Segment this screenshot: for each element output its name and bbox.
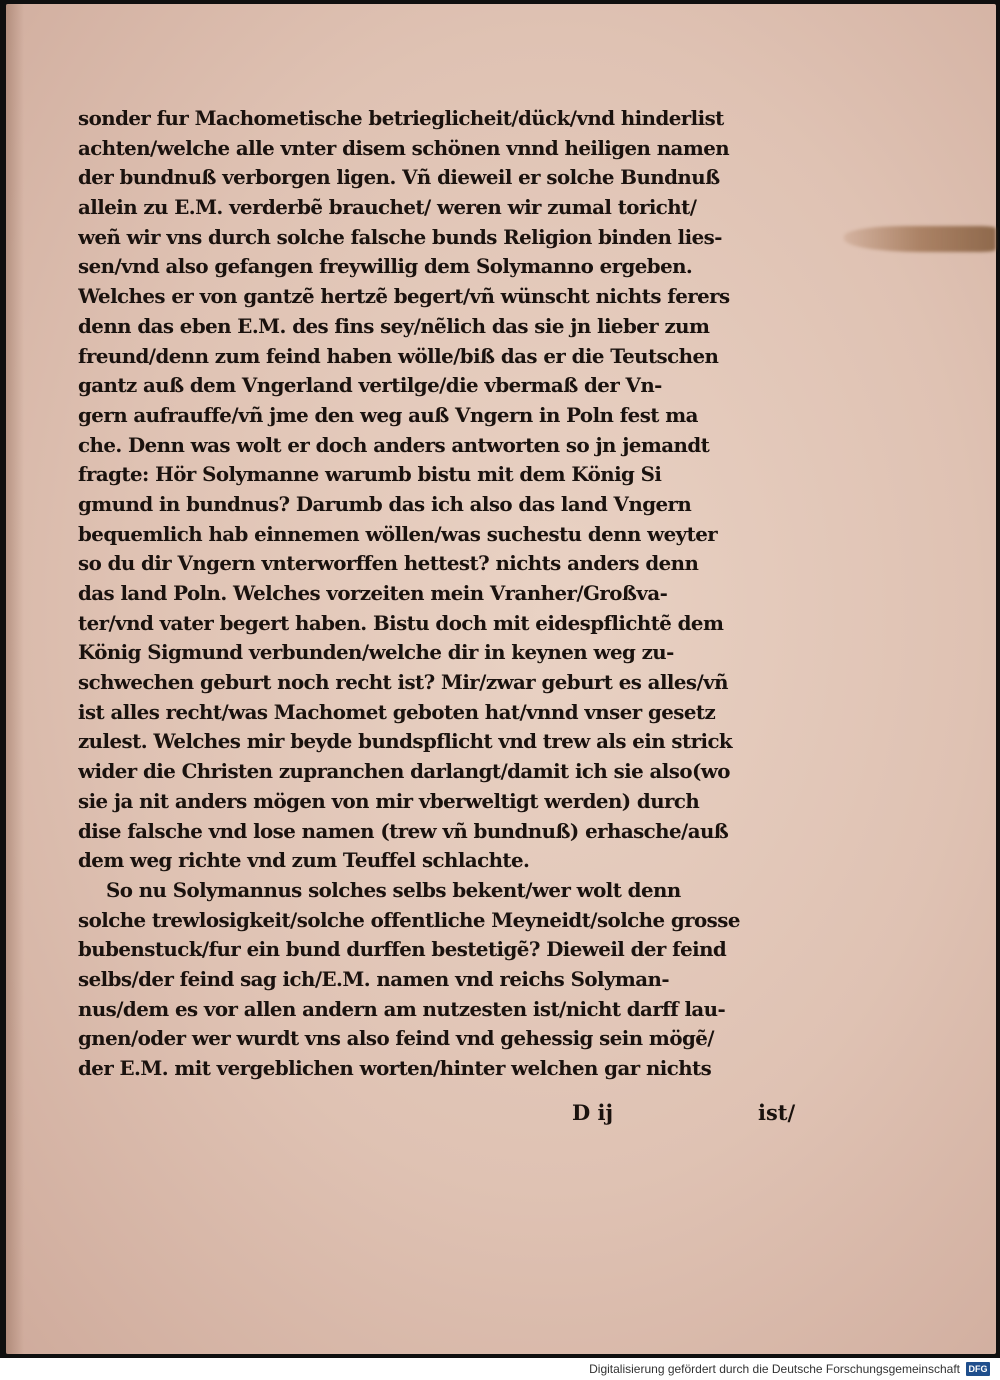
text-line: sen/vnd also gefangen freywillig dem Solymanno ergeben. (78, 254, 693, 279)
text-line: nus/dem es vor allen andern am nutzesten ist/nicht darff lau- (78, 996, 726, 1021)
dfg-logo: DFG (966, 1362, 990, 1376)
text-line: sie ja nit anders mögen von mir vberweltigt werden) durch (78, 788, 700, 813)
text-line: denn das eben E.M. des fins sey/nẽlich das sie jn lieber zum (78, 313, 710, 338)
text-line: Welches er von gantzẽ hertzẽ begert/vñ wünscht nichts ferers (78, 284, 730, 309)
text-line: ist alles recht/was Machomet geboten hat/vnnd vnser gesetz (78, 699, 716, 724)
catchword: ist/ (758, 1100, 796, 1125)
text-line: so du dir Vngern vnterworffen hettest? nichts anders denn (78, 551, 699, 576)
text-line: gmund in bundnus? Darumb das ich also das land Vngern (78, 491, 692, 516)
credit-text: Digitalisierung gefördert durch die Deutsche Forschungsgemeinschaft (589, 1362, 960, 1376)
text-line: das land Poln. Welches vorzeiten mein Vranher/Großva- (78, 581, 668, 605)
text-line: gnen/oder wer wurdt vns also feind vnd gehessig sein mögẽ/ (78, 1026, 714, 1051)
text-line: ter/vnd vater begert haben. Bistu doch mit eidespflichtẽ dem (78, 610, 724, 635)
text-line: wider die Christen zupranchen darlangt/damit ich sie also(wo (78, 759, 730, 784)
text-line: dise falsche vnd lose namen (trew vñ bundnuß) erhasche/auß (78, 818, 729, 843)
credit-bar (0, 1358, 1000, 1380)
text-line: fragte: Hör Solymanne warumb bistu mit dem König Si (78, 462, 662, 487)
text-line: freund/denn zum feind haben wölle/biß das er die Teutschen (78, 343, 719, 368)
text-line: dem weg richte vnd zum Teuffel schlachte. (78, 848, 530, 873)
text-line: gantz auß dem Vngerland vertilge/die vbermaß der Vn- (78, 373, 662, 398)
text-line: achten/welche alle vnter disem schönen vnnd heiligen namen (78, 135, 730, 160)
text-line: schwechen geburt noch recht ist? Mir/zwar geburt es alles/vñ (78, 670, 728, 695)
text-line: bequemlich hab einnemen wöllen/was suchestu denn weyter (78, 521, 718, 546)
text-line: der E.M. mit vergeblichen worten/hinter welchen gar nichts (78, 1056, 712, 1080)
text-line: selbs/der feind sag ich/E.M. namen vnd reichs Solyman- (78, 966, 670, 991)
text-line: che. Denn was wolt er doch anders antworten so jn jemandt (78, 432, 710, 457)
text-line: der bundnuß verborgen ligen. Vñ dieweil er solche Bundnuß (78, 165, 720, 190)
text-line: sonder fur Machometische betrieglicheit/dück/vnd hinderlist (78, 106, 724, 130)
signature-mark: D ij (572, 1100, 614, 1125)
text-line: So nu Solymannus solches selbs bekent/wer wolt denn (106, 877, 681, 902)
text-line: allein zu E.M. verderbẽ brauchet/ weren wir zumal toricht/ (78, 195, 697, 220)
text-line: bubenstuck/fur ein bund durffen bestetigẽ? Dieweil der feind (78, 937, 727, 962)
text-line: weñ wir vns durch solche falsche bunds Religion binden lies- (78, 224, 722, 249)
text-block (78, 104, 798, 1084)
text-line: zulest. Welches mir beyde bundspflicht vnd trew als ein strick (78, 729, 733, 754)
text-line: gern aufrauffe/vñ jme den weg auß Vngern in Poln fest ma (78, 402, 698, 427)
text-line: König Sigmund verbunden/welche dir in keynen weg zu- (78, 640, 674, 665)
text-line: solche trewlosigkeit/solche offentliche Meyneidt/solche grosse (78, 907, 740, 932)
paper-stain (844, 226, 996, 252)
